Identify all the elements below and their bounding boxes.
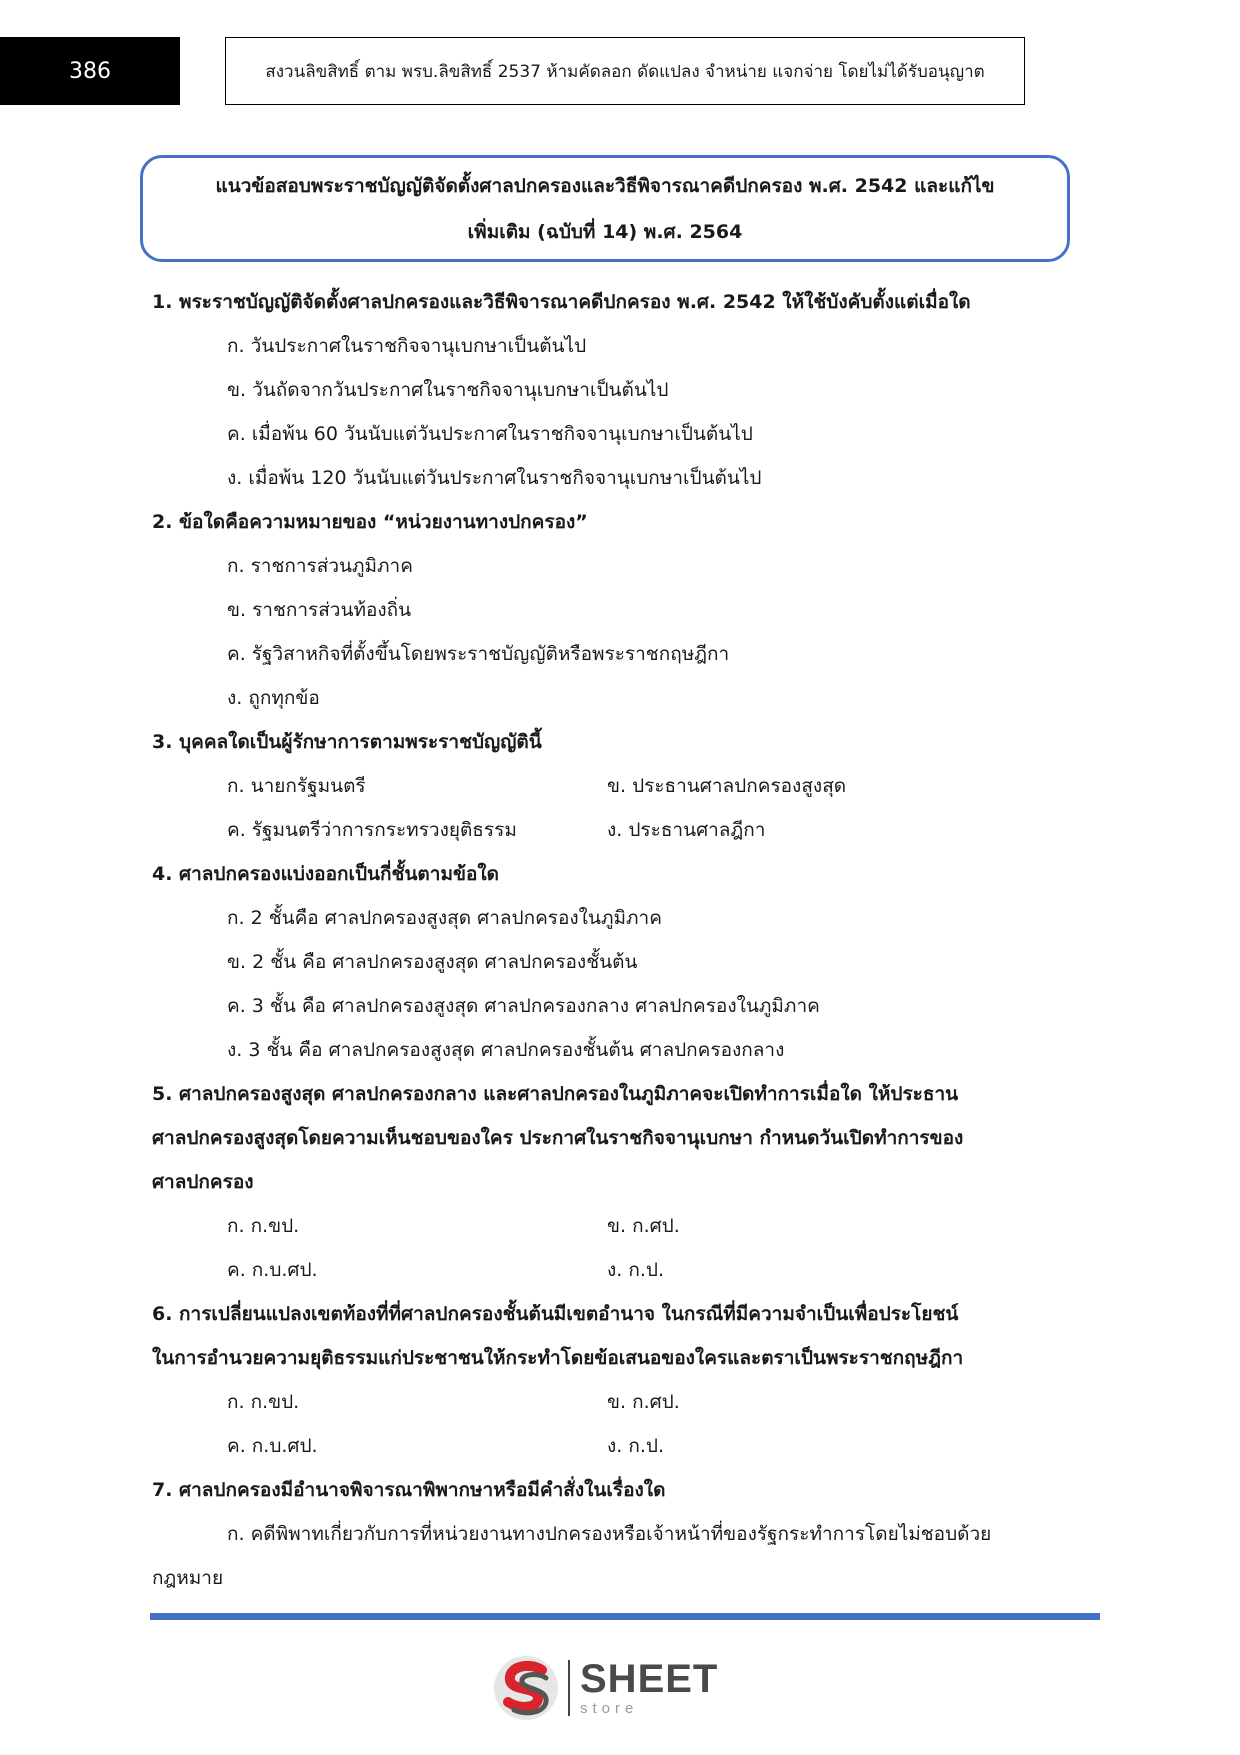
question-6-line-1: 6. การเปลี่ยนแปลงเขตท้องที่ที่ศาลปกครองชั้นต้นมีเขตอำนาจ ในกรณีที่มีความจำเป็นเพื่อประโยชน์ [152, 1303, 959, 1325]
logo-subtext: store [580, 1700, 639, 1717]
question-6-line-2: ในการอำนวยความยุติธรรมแก่ประชาชนให้กระทำโดยข้อเสนอของใครและตราเป็นพระราชกฤษฎีกา [152, 1347, 964, 1369]
question-4: 4. ศาลปกครองแบ่งออกเป็นกี่ชั้นตามข้อใด [152, 863, 499, 885]
logo-separator [568, 1660, 570, 1716]
option-q5-d: ง. ก.ป. [607, 1259, 664, 1281]
option-q2-d: ง. ถูกทุกข้อ [227, 687, 320, 709]
question-5-line-3: ศาลปกครอง [152, 1171, 254, 1193]
option-q3-c: ค. รัฐมนตรีว่าการกระทรวงยุติธรรม [227, 819, 517, 841]
option-row [152, 1248, 1062, 1292]
option-q4-a: ก. 2 ชั้นคือ ศาลปกครองสูงสุด ศาลปกครองในภูมิภาค [227, 907, 662, 929]
question-list [152, 280, 1062, 1600]
question-1: 1. พระราชบัญญัติจัดตั้งศาลปกครองและวิธีพิจารณาคดีปกครอง พ.ศ. 2542 ให้ใช้บังคับตั้งแต่เมื่อใด [152, 291, 971, 313]
page-number: 386 [69, 58, 111, 84]
option-q6-a: ก. ก.ขป. [227, 1391, 300, 1413]
logo-wordmark [580, 1659, 718, 1716]
option-q7-a-continuation: กฎหมาย [152, 1567, 224, 1589]
option-q5-a: ก. ก.ขป. [227, 1215, 300, 1237]
page-number-tab [0, 37, 180, 105]
option-q1-b: ข. วันถัดจากวันประกาศในราชกิจจานุเบกษาเป็นต้นไป [227, 379, 669, 401]
option-q5-c: ค. ก.บ.ศป. [227, 1259, 318, 1281]
option-q4-b: ข. 2 ชั้น คือ ศาลปกครองสูงสุด ศาลปกครองชั้นต้น [227, 951, 638, 973]
option-q3-a: ก. นายกรัฐมนตรี [227, 775, 366, 797]
option-row [152, 1424, 1062, 1468]
exam-title-box [140, 155, 1070, 262]
option-q6-b: ข. ก.ศป. [607, 1391, 680, 1413]
option-row [152, 808, 1062, 852]
copyright-header [225, 37, 1025, 105]
option-row [152, 1204, 1062, 1248]
question-7: 7. ศาลปกครองมีอำนาจพิจารณาพิพากษาหรือมีคำสั่งในเรื่องใด [152, 1479, 666, 1501]
option-q6-d: ง. ก.ป. [607, 1435, 664, 1457]
option-q5-b: ข. ก.ศป. [607, 1215, 680, 1237]
option-q2-a: ก. ราชการส่วนภูมิภาค [227, 555, 413, 577]
option-q1-a: ก. วันประกาศในราชกิจจานุเบกษาเป็นต้นไป [227, 335, 587, 357]
sheet-store-logo [490, 1650, 718, 1725]
option-q4-c: ค. 3 ชั้น คือ ศาลปกครองสูงสุด ศาลปกครองกลาง ศาลปกครองในภูมิภาค [227, 995, 820, 1017]
copyright-notice: สงวนลิขสิทธิ์ ตาม พรบ.ลิขสิทธิ์ 2537 ห้ามคัดลอก ดัดแปลง จำหน่าย แจกจ่าย โดยไม่ได้รับอนุญาต [265, 61, 985, 82]
option-q1-c: ค. เมื่อพ้น 60 วันนับแต่วันประกาศในราชกิจจานุเบกษาเป็นต้นไป [227, 423, 753, 445]
option-q1-d: ง. เมื่อพ้น 120 วันนับแต่วันประกาศในราชกิจจานุเบกษาเป็นต้นไป [227, 467, 762, 489]
sheet-store-s-logo-icon [490, 1652, 562, 1724]
option-q2-b: ข. ราชการส่วนท้องถิ่น [227, 599, 412, 621]
question-5-line-2: ศาลปกครองสูงสุดโดยความเห็นชอบของใคร ประกาศในราชกิจจานุเบกษา กำหนดวันเปิดทำการของ [152, 1127, 964, 1149]
logo-text: SHEET [580, 1657, 719, 1701]
option-q3-b: ข. ประธานศาลปกครองสูงสุด [607, 775, 847, 797]
exam-title-line-1: แนวข้อสอบพระราชบัญญัติจัดตั้งศาลปกครองและวิธีพิจารณาคดีปกครอง พ.ศ. 2542 และแก้ไข [215, 174, 995, 197]
question-5-line-1: 5. ศาลปกครองสูงสุด ศาลปกครองกลาง และศาลปกครองในภูมิภาคจะเปิดทำการเมื่อใด ให้ประธาน [152, 1083, 959, 1105]
option-row [152, 764, 1062, 808]
question-2: 2. ข้อใดคือความหมายของ “หน่วยงานทางปกครอง” [152, 511, 588, 533]
footer-divider [150, 1613, 1100, 1620]
option-q4-d: ง. 3 ชั้น คือ ศาลปกครองสูงสุด ศาลปกครองชั้นต้น ศาลปกครองกลาง [227, 1039, 785, 1061]
option-q2-c: ค. รัฐวิสาหกิจที่ตั้งขึ้นโดยพระราชบัญญัติหรือพระราชกฤษฎีกา [227, 643, 730, 665]
option-q3-d: ง. ประธานศาลฎีกา [607, 819, 766, 841]
option-q7-a: ก. คดีพิพาทเกี่ยวกับการที่หน่วยงานทางปกครองหรือเจ้าหน้าที่ของรัฐกระทำการโดยไม่ชอบด้วย [227, 1523, 992, 1545]
option-q6-c: ค. ก.บ.ศป. [227, 1435, 318, 1457]
option-row [152, 1380, 1062, 1424]
exam-title-line-2: เพิ่มเติม (ฉบับที่ 14) พ.ศ. 2564 [467, 220, 743, 243]
question-3: 3. บุคคลใดเป็นผู้รักษาการตามพระราชบัญญัตินี้ [152, 731, 542, 753]
